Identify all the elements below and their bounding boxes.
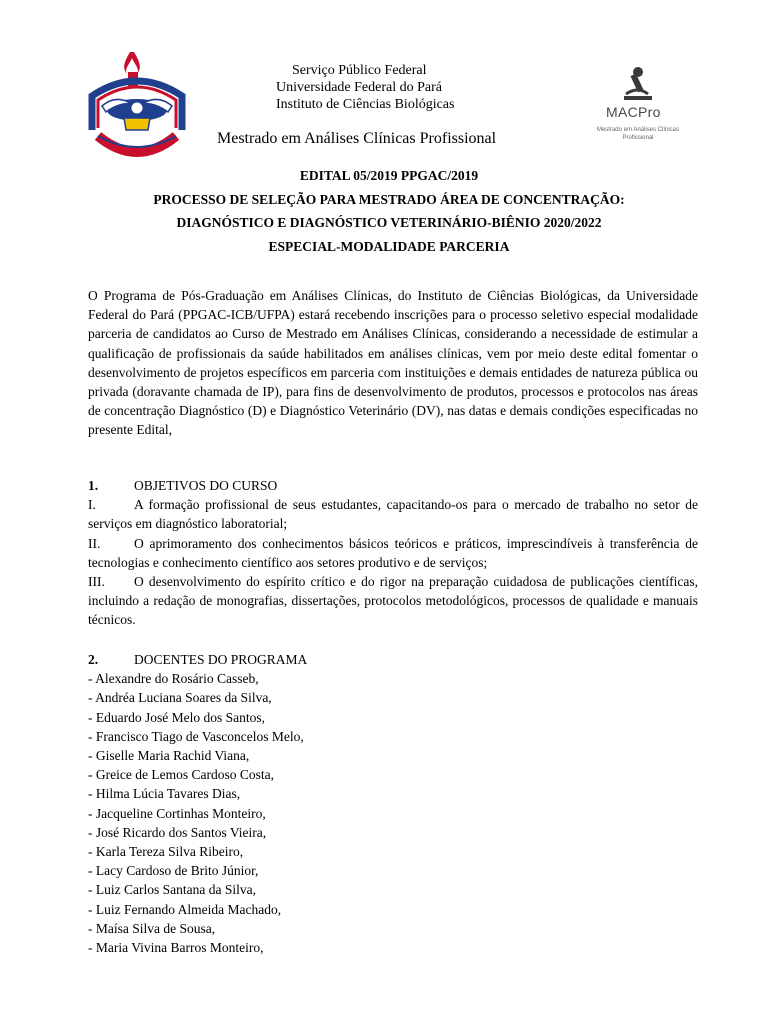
list-item: - Eduardo José Melo dos Santos, bbox=[88, 709, 265, 725]
list-item: - Francisco Tiago de Vasconcelos Melo, bbox=[88, 728, 304, 744]
edital-titles bbox=[80, 164, 698, 258]
list-item: - Hilma Lúcia Tavares Dias, bbox=[88, 786, 241, 802]
list-item: - Giselle Maria Rachid Viana, bbox=[88, 748, 250, 764]
objective-text: A formação profissional de seus estudantes, capacitando-os para o mercado de trabalho no setor de serviços em diagnóstico laboratorial; bbox=[88, 497, 698, 532]
institution-header bbox=[276, 62, 536, 113]
edital-title-line-3: ESPECIAL-MODALIDADE PARCERIA bbox=[268, 238, 510, 254]
objective-text: O desenvolvimento do espírito crítico e do rigor na preparação cuidadosa de publicações científicas, incluindo a redação de monografias, dissertações, protocolos metodológicos, processos de qualidade e manuais técnicos. bbox=[88, 574, 698, 628]
intro-paragraph: O Programa de Pós-Graduação em Análises Clínicas, do Instituto de Ciências Biológicas, da Universidade Federal do Pará (PPGAC-ICB/UFPA) estará recebendo inscrições para o processo seletivo especial modalidade parceria de candidatos ao Curso de Mestrado em Análises Clínicas, considerando a necessidade de estimular a qualificação de profissionais da saúde habilitados em análises clínicas, vem por meio deste edital fomentar o desenvolvimento de projetos específicos em parceria com instituições e demais entidades de natureza pública ou privada (doravante chamada de IP), para fins de desenvolvimento de produtos, processos e protocolos nas áreas de concentração Diagnóstico (D) e Diagnóstico Veterinário (DV), nas datas e demais condições especificadas no presente Edital, bbox=[88, 288, 698, 438]
institution-line-1: Serviço Público Federal bbox=[292, 63, 427, 78]
macpro-name: MACPro bbox=[606, 104, 661, 120]
macpro-logo bbox=[596, 62, 678, 146]
objective-item bbox=[88, 495, 698, 533]
list-item: - Luiz Carlos Santana da Silva, bbox=[88, 882, 256, 898]
section-heading bbox=[88, 476, 698, 495]
list-item: - José Ricardo dos Santos Vieira, bbox=[88, 824, 267, 840]
ufpa-logo bbox=[84, 50, 190, 162]
program-name: Mestrado em Análises Clínicas Profissional bbox=[217, 130, 497, 147]
roman-numeral: III. bbox=[88, 574, 105, 590]
roman-numeral: I. bbox=[88, 497, 96, 513]
section-heading bbox=[88, 650, 698, 669]
institution-line-2: Universidade Federal do Pará bbox=[276, 80, 442, 95]
macpro-subtitle: Mestrado em Análises Clínicas Profissional bbox=[596, 127, 680, 141]
list-item: - Maísa Silva de Sousa, bbox=[88, 920, 216, 936]
section-number: 1. bbox=[88, 478, 99, 493]
microscope-icon bbox=[596, 62, 678, 104]
section-title: DOCENTES DO PROGRAMA bbox=[134, 652, 308, 667]
list-item: - Lacy Cardoso de Brito Júnior, bbox=[88, 863, 259, 879]
section-title: OBJETIVOS DO CURSO bbox=[134, 478, 278, 493]
edital-title-line-1: PROCESSO DE SELEÇÃO PARA MESTRADO ÁREA DE CONCENTRAÇÃO: bbox=[153, 191, 625, 207]
list-item: - Karla Tereza Silva Ribeiro, bbox=[88, 844, 244, 860]
roman-numeral: II. bbox=[88, 535, 101, 551]
objective-item bbox=[88, 572, 698, 630]
docentes-list bbox=[88, 669, 698, 957]
section-number: 2. bbox=[88, 652, 99, 667]
edital-number: EDITAL 05/2019 PPGAC/2019 bbox=[299, 168, 479, 183]
list-item: - Luiz Fernando Almeida Machado, bbox=[88, 901, 282, 917]
section-objetivos bbox=[88, 476, 698, 630]
objective-item bbox=[88, 534, 698, 572]
list-item: - Alexandre do Rosário Casseb, bbox=[88, 671, 259, 687]
list-item: - Andréa Luciana Soares da Silva, bbox=[88, 690, 272, 706]
list-item: - Maria Vivina Barros Monteiro, bbox=[88, 940, 264, 956]
list-item: - Greice de Lemos Cardoso Costa, bbox=[88, 767, 274, 783]
edital-title-line-2: DIAGNÓSTICO E DIAGNÓSTICO VETERINÁRIO-BIÊNIO 2020/2022 bbox=[176, 215, 602, 230]
list-item: - Jacqueline Cortinhas Monteiro, bbox=[88, 805, 266, 821]
section-docentes bbox=[88, 650, 698, 957]
objective-text: O aprimoramento dos conhecimentos básicos teóricos e práticos, imprescindíveis à transferência de tecnologias e conhecimento científico aos setores produtivo e de serviços; bbox=[88, 535, 698, 570]
institution-line-3: Instituto de Ciências Biológicas bbox=[276, 97, 455, 112]
